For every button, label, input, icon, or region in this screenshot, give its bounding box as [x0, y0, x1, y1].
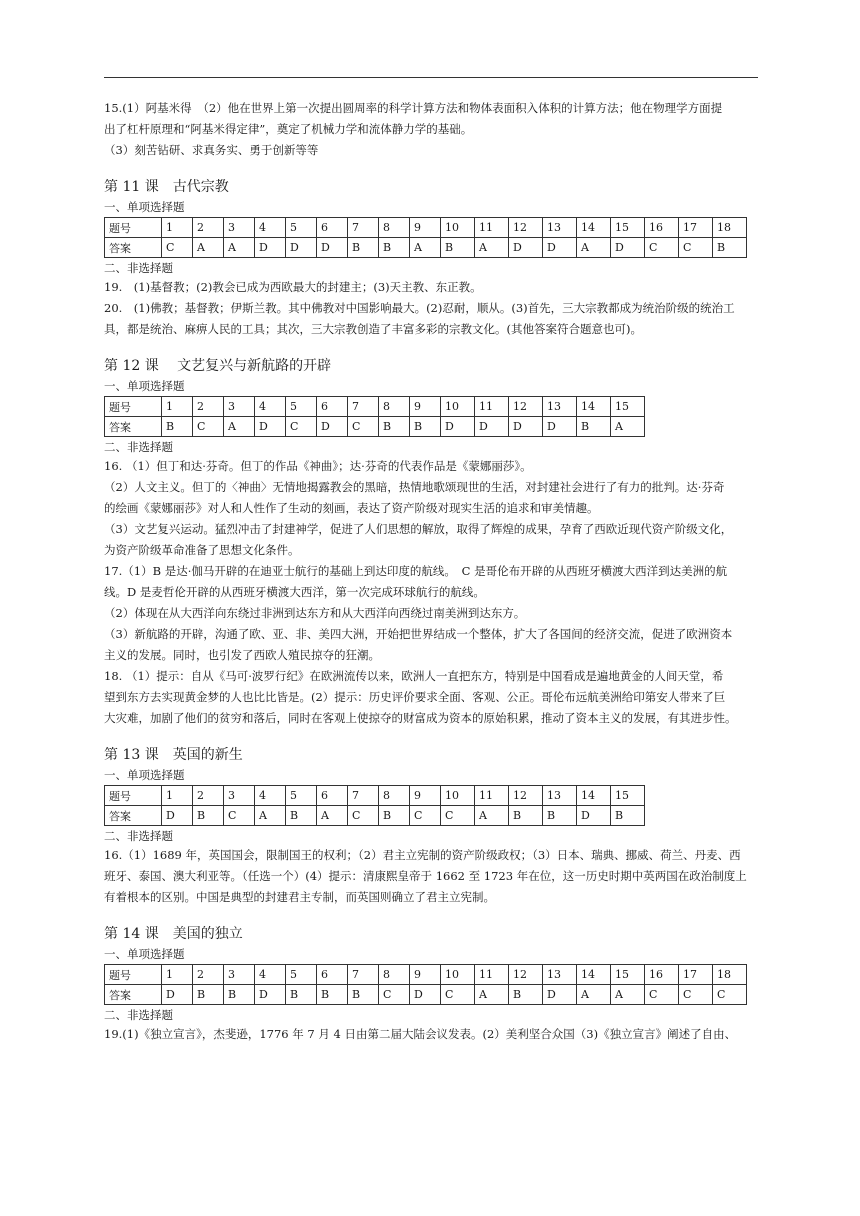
answer-cell: C	[441, 806, 475, 826]
answer-cell: D	[475, 417, 509, 437]
answer-cell: A	[224, 238, 255, 258]
answer-cell: B	[410, 417, 441, 437]
q15-answer	[104, 98, 758, 161]
lesson-11	[104, 176, 758, 340]
section-heading: 二、非选择题	[104, 261, 173, 275]
document-body	[104, 98, 758, 1045]
paragraph: 望到东方去实现黄金梦的人也比比皆是。(2）提示：历史评价要求全面、客观、公正。哥伦布远航美洲给印第安人带来了巨	[104, 690, 726, 704]
question-number-cell: 14	[577, 786, 611, 806]
answer-cell: D	[162, 806, 193, 826]
question-number-cell: 1	[162, 397, 193, 417]
table-row	[105, 806, 645, 826]
question-number-cell: 13	[543, 397, 577, 417]
question-number-cell: 6	[317, 786, 348, 806]
table-row	[105, 985, 747, 1005]
question-number-cell: 12	[509, 786, 543, 806]
section-heading: 一、单项选择题	[104, 200, 185, 214]
question-number-cell: 4	[255, 397, 286, 417]
question-number-cell: 15	[611, 397, 645, 417]
answer-text	[104, 845, 758, 908]
paragraph: （2）人文主义。但丁的〈神曲〉无情地揭露教会的黑暗，热情地歌颂现世的生活，对封建社会进行了有力的批判。达·芬奇	[104, 480, 725, 494]
section-heading: 二、非选择题	[104, 829, 173, 843]
question-number-cell: 17	[679, 965, 713, 985]
paragraph: 19. (1)基督教；(2)教会已成为西欧最大的封建主；(3)天主教、东正教。	[104, 280, 482, 294]
table-row	[105, 238, 747, 258]
answer-cell: D	[255, 238, 286, 258]
question-number-cell: 14	[577, 218, 611, 238]
paragraph: （3）新航路的开辟，沟通了欧、亚、非、美四大洲，开始把世界结成一个整体，扩大了各国间的经济交流，促进了欧洲资本	[104, 627, 733, 641]
question-number-cell: 4	[255, 786, 286, 806]
answer-cell: C	[441, 985, 475, 1005]
answer-cell: D	[317, 238, 348, 258]
question-number-cell: 12	[509, 218, 543, 238]
paragraph: 17.（1）B 是达·伽马开辟的在迪亚士航行的基础上到达印度的航线。 C 是哥伦布开辟的从西班牙横渡大西洋到达美洲的航	[104, 564, 728, 578]
answer-cell: A	[475, 806, 509, 826]
paragraph: 20. (1)佛教；基督教；伊斯兰教。其中佛教对中国影响最大。(2)忍耐，顺从。(3)首先，三大宗教都成为统治阶级的统治工	[104, 301, 735, 315]
answer-cell: D	[543, 985, 577, 1005]
paragraph: 为资产阶级革命准备了思想文化条件。	[104, 543, 300, 557]
lesson-14	[104, 923, 758, 1045]
answer-cell: B	[509, 806, 543, 826]
answer-cell: C	[645, 985, 679, 1005]
answer-cell: B	[348, 985, 379, 1005]
paragraph: （3）文艺复兴运动。猛烈冲击了封建神学，促进了人们思想的解放，取得了辉煌的成果，孕育了西欧近现代资产阶级文化，	[104, 522, 733, 536]
answer-cell: D	[410, 985, 441, 1005]
answer-cell: D	[509, 417, 543, 437]
row-label: 答案	[105, 806, 162, 826]
table-row	[105, 397, 645, 417]
lesson-title: 第 12 课 文艺复兴与新航路的开辟	[104, 358, 332, 374]
question-number-cell: 17	[679, 218, 713, 238]
paragraph: 15.(1）阿基米得 （2）他在世界上第一次提出圆周率的科学计算方法和物体表面积入体积的计算方法；他在物理学方面提	[104, 101, 723, 115]
question-number-cell: 6	[317, 965, 348, 985]
question-number-cell: 12	[509, 965, 543, 985]
row-label: 题号	[105, 965, 162, 985]
answer-cell: C	[679, 238, 713, 258]
question-number-cell: 18	[713, 965, 747, 985]
paragraph: 的绘画《蒙娜丽莎》对人和人性作了生动的刻画，表达了资产阶级对现实生活的追求和审美情趣。	[104, 501, 599, 515]
answer-cell: D	[255, 417, 286, 437]
question-number-cell: 3	[224, 218, 255, 238]
row-label: 答案	[105, 417, 162, 437]
paragraph: 大灾难，加剧了他们的贫穷和落后，同时在客观上使掠夺的财富成为资本的原始积累，推动了资本主义的发展，有其进步性。	[104, 711, 737, 725]
answer-cell: D	[255, 985, 286, 1005]
question-number-cell: 10	[441, 218, 475, 238]
answer-cell: A	[611, 417, 645, 437]
answer-cell: C	[645, 238, 679, 258]
answer-cell: B	[162, 417, 193, 437]
answer-cell: B	[379, 417, 410, 437]
question-number-cell: 2	[193, 965, 224, 985]
question-number-cell: 8	[379, 397, 410, 417]
question-number-cell: 5	[286, 218, 317, 238]
answer-cell: C	[286, 417, 317, 437]
answer-cell: D	[543, 417, 577, 437]
question-number-cell: 11	[475, 397, 509, 417]
answer-cell: D	[441, 417, 475, 437]
question-number-cell: 15	[611, 965, 645, 985]
answer-cell: B	[286, 806, 317, 826]
row-label: 答案	[105, 238, 162, 258]
question-number-cell: 11	[475, 965, 509, 985]
question-number-cell: 9	[410, 218, 441, 238]
paragraph: （3）刻苦钻研、求真务实、勇于创新等等	[104, 143, 319, 157]
section-heading: 二、非选择题	[104, 1008, 173, 1022]
question-number-cell: 1	[162, 965, 193, 985]
answer-cell: D	[611, 238, 645, 258]
answer-cell: D	[317, 417, 348, 437]
answer-cell: B	[543, 806, 577, 826]
answer-cell: A	[410, 238, 441, 258]
lesson-13	[104, 744, 758, 908]
question-number-cell: 14	[577, 397, 611, 417]
answer-cell: A	[317, 806, 348, 826]
row-label: 答案	[105, 985, 162, 1005]
table-row	[105, 218, 747, 238]
question-number-cell: 7	[348, 218, 379, 238]
question-number-cell: 4	[255, 965, 286, 985]
question-number-cell: 7	[348, 397, 379, 417]
answer-cell: B	[317, 985, 348, 1005]
answer-cell: B	[224, 985, 255, 1005]
lesson-12	[104, 355, 758, 729]
question-number-cell: 18	[713, 218, 747, 238]
paragraph: 出了杠杆原理和“阿基米得定律”，奠定了机械力学和流体静力学的基础。	[104, 122, 473, 136]
table-row	[105, 786, 645, 806]
answer-cell: C	[379, 985, 410, 1005]
question-number-cell: 13	[543, 786, 577, 806]
paragraph: 班牙、泰国、澳大利亚等。（任选一个）(4）提示：清康熙皇帝于 1662 至 1723 年在位，这一历史时期中英两国在政治制度上	[104, 869, 747, 883]
answer-cell: B	[379, 806, 410, 826]
answer-cell: B	[193, 985, 224, 1005]
question-number-cell: 3	[224, 965, 255, 985]
answer-cell: C	[348, 806, 379, 826]
answer-cell: C	[410, 806, 441, 826]
answer-cell: B	[441, 238, 475, 258]
question-number-cell: 7	[348, 965, 379, 985]
question-number-cell: 2	[193, 397, 224, 417]
section-heading: 一、单项选择题	[104, 768, 185, 782]
paragraph: 16. （1）但丁和达·芬奇。但丁的作品《神曲》；达·芬奇的代表作品是《蒙娜丽莎》。	[104, 459, 532, 473]
question-number-cell: 10	[441, 397, 475, 417]
answer-cell: B	[577, 417, 611, 437]
answer-table	[104, 964, 747, 1005]
question-number-cell: 16	[645, 218, 679, 238]
question-number-cell: 2	[193, 786, 224, 806]
answer-table	[104, 396, 645, 437]
question-number-cell: 3	[224, 397, 255, 417]
answer-cell: A	[255, 806, 286, 826]
answer-cell: C	[224, 806, 255, 826]
question-number-cell: 12	[509, 397, 543, 417]
section-heading: 二、非选择题	[104, 440, 173, 454]
answer-cell: A	[475, 985, 509, 1005]
question-number-cell: 7	[348, 786, 379, 806]
paragraph: 主义的发展。同时，也引发了西欧人殖民掠夺的狂潮。	[104, 648, 380, 662]
question-number-cell: 2	[193, 218, 224, 238]
question-number-cell: 4	[255, 218, 286, 238]
answer-table	[104, 785, 645, 826]
question-number-cell: 14	[577, 965, 611, 985]
lesson-title: 第 14 课 美国的独立	[104, 926, 243, 942]
answer-text	[104, 456, 758, 729]
answer-cell: B	[509, 985, 543, 1005]
answer-cell: D	[286, 238, 317, 258]
paragraph: 线。D 是麦哲伦开辟的从西班牙横渡大西洋，第一次完成环球航行的航线。	[104, 585, 485, 599]
question-number-cell: 9	[410, 397, 441, 417]
answer-cell: C	[713, 985, 747, 1005]
answer-cell: C	[193, 417, 224, 437]
question-number-cell: 13	[543, 965, 577, 985]
answer-cell: D	[543, 238, 577, 258]
paragraph: 具，都是统治、麻痹人民的工具；其次，三大宗教创造了丰富多彩的宗教文化。(其他答案符合题意也可)。	[104, 322, 642, 336]
answer-cell: A	[611, 985, 645, 1005]
question-number-cell: 15	[611, 218, 645, 238]
answer-table	[104, 217, 747, 258]
answer-cell: A	[475, 238, 509, 258]
answer-cell: D	[509, 238, 543, 258]
header-rule	[104, 77, 758, 78]
answer-cell: D	[577, 806, 611, 826]
section-heading: 一、单项选择题	[104, 947, 185, 961]
answer-cell: D	[162, 985, 193, 1005]
lesson-title: 第 13 课 英国的新生	[104, 747, 243, 763]
question-number-cell: 8	[379, 786, 410, 806]
paragraph: 16.（1）1689 年，英国国会，限制国王的权利；（2）君主立宪制的资产阶级政权；（3）日本、瑞典、挪威、荷兰、丹麦、西	[104, 848, 741, 862]
question-number-cell: 5	[286, 786, 317, 806]
paragraph: （2）体现在从大西洋向东绕过非洲到达东方和从大西洋向西绕过南美洲到达东方。	[104, 606, 526, 620]
paragraph: 19.(1)《独立宣言》，杰斐逊，1776 年 7 月 4 日由第二届大陆会议发表。(2）美利坚合众国（3)《独立宣言》阐述了自由、	[104, 1027, 737, 1041]
answer-cell: A	[577, 985, 611, 1005]
answer-cell: C	[162, 238, 193, 258]
paragraph: 有着根本的区别。中国是典型的封建君主专制，而英国则确立了君主立宪制。	[104, 890, 495, 904]
row-label: 题号	[105, 786, 162, 806]
question-number-cell: 9	[410, 786, 441, 806]
lesson-title: 第 11 课 古代宗教	[104, 179, 229, 195]
answer-cell: C	[679, 985, 713, 1005]
question-number-cell: 11	[475, 218, 509, 238]
question-number-cell: 3	[224, 786, 255, 806]
table-row	[105, 417, 645, 437]
paragraph: 18. （1）提示：自从《马可·波罗行纪》在欧洲流传以来，欧洲人一直把东方，特别是中国看成是遍地黄金的人间天堂，希	[104, 669, 724, 683]
question-number-cell: 10	[441, 965, 475, 985]
answer-cell: B	[286, 985, 317, 1005]
question-number-cell: 10	[441, 786, 475, 806]
question-number-cell: 16	[645, 965, 679, 985]
question-number-cell: 11	[475, 786, 509, 806]
question-number-cell: 15	[611, 786, 645, 806]
answer-cell: B	[193, 806, 224, 826]
answer-cell: B	[611, 806, 645, 826]
answer-cell: A	[577, 238, 611, 258]
answer-cell: B	[379, 238, 410, 258]
question-number-cell: 5	[286, 965, 317, 985]
question-number-cell: 13	[543, 218, 577, 238]
answer-cell: A	[224, 417, 255, 437]
row-label: 题号	[105, 218, 162, 238]
question-number-cell: 9	[410, 965, 441, 985]
question-number-cell: 1	[162, 218, 193, 238]
question-number-cell: 8	[379, 218, 410, 238]
question-number-cell: 8	[379, 965, 410, 985]
table-row	[105, 965, 747, 985]
answer-cell: B	[348, 238, 379, 258]
question-number-cell: 1	[162, 786, 193, 806]
answer-cell: C	[348, 417, 379, 437]
row-label: 题号	[105, 397, 162, 417]
answer-cell: B	[713, 238, 747, 258]
question-number-cell: 5	[286, 397, 317, 417]
question-number-cell: 6	[317, 218, 348, 238]
answer-cell: A	[193, 238, 224, 258]
section-heading: 一、单项选择题	[104, 379, 185, 393]
question-number-cell: 6	[317, 397, 348, 417]
